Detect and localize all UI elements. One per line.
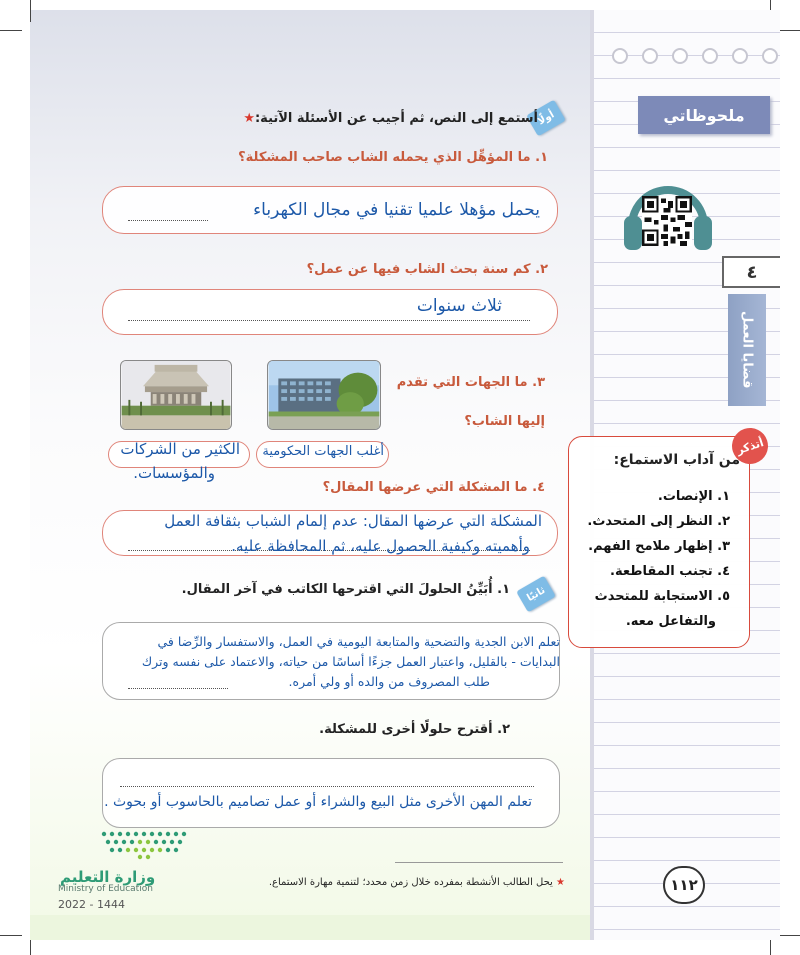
list-item: ٥. الاستجابة للمتحدث xyxy=(594,589,730,604)
crop-mark xyxy=(30,0,31,22)
star-icon: ★ xyxy=(243,111,255,126)
list-item: ٤. تجنب المقاطعة. xyxy=(610,564,730,579)
page-number: ١١٢ xyxy=(663,866,705,904)
unit-title-tab: قضايا العمل xyxy=(728,294,766,406)
office-building-photo xyxy=(267,360,381,430)
section-badge-first: أولًا xyxy=(526,100,566,137)
question-2-2: ٢. أقترح حلولًا أخرى للمشكلة. xyxy=(319,722,510,737)
section-badge-second: ثانيًا xyxy=(516,576,556,613)
binder-hole xyxy=(732,48,748,64)
ministry-name-english: Ministry of Education xyxy=(58,884,153,894)
answer-3-left-line-1: الكثير من الشركات xyxy=(120,440,240,458)
list-item: ٣. إظهار ملامح الفهم. xyxy=(588,539,730,554)
qr-code-icon[interactable] xyxy=(642,196,692,246)
answer-4-line-2: وأهميته وكيفية الحصول عليه، ثم المحافظة عليه. xyxy=(231,537,530,555)
footnote-divider xyxy=(395,862,563,863)
remember-title: من آداب الاستماع: xyxy=(613,452,740,468)
answer-2-text: ثلاث سنوات xyxy=(416,296,502,316)
ministry-logo-icon xyxy=(98,826,190,862)
question-2-1: ١. أُبَيِّنُ الحلولَ التي اقترحها الكاتب في آخر المقال. xyxy=(181,582,510,597)
crop-mark xyxy=(30,940,31,955)
answer-box-6 xyxy=(102,758,560,828)
answer-5-line-1: تعلم الابن الجدية والتضحية والمتابعة اليومية في العمل، والاستفسار والرِّضا في xyxy=(157,634,560,649)
binder-hole xyxy=(702,48,718,64)
page-bottom-strip xyxy=(30,915,595,940)
remember-badge: أتذكر xyxy=(727,423,772,468)
binder-hole xyxy=(612,48,628,64)
answer-line xyxy=(120,786,534,787)
question-3-line-2: إليها الشاب؟ xyxy=(464,414,545,429)
answer-1-text: يحمل مؤهلا علميا تقنيا في مجال الكهرباء xyxy=(253,200,540,220)
answer-5-text xyxy=(100,632,560,692)
star-icon: ★ xyxy=(556,877,565,888)
notes-tag: ملحوظاتي xyxy=(638,96,770,134)
list-item: والتفاعل معه. xyxy=(625,614,716,629)
binder-hole xyxy=(672,48,688,64)
answer-4-line-1: المشكلة التي عرضها المقال: عدم إلمام الشباب بثقافة العمل xyxy=(164,512,542,530)
crop-mark xyxy=(770,940,771,955)
footnote-text: يحل الطالب الأنشطة بمفرده خلال زمن محدد؛ لتنمية مهارة الاستماع. xyxy=(268,877,553,888)
unit-number: ٤ xyxy=(722,256,780,288)
list-item: ١. الإنصات. xyxy=(657,489,730,504)
answer-line xyxy=(128,220,208,221)
answer-3-right-text: أغلب الجهات الحكومية xyxy=(262,444,384,459)
crop-mark xyxy=(778,30,800,31)
instruction-text: أستمع إلى النص، ثم أجيب عن الأسئلة الآتية: xyxy=(254,111,538,126)
answer-6-text: تعلم المهن الأخرى مثل البيع والشراء أو عمل تصاميم بالحاسوب أو بحوث . xyxy=(104,794,532,810)
question-1: ١. ما المؤهِّل الذي يحمله الشاب صاحب المشكلة؟ xyxy=(238,150,548,165)
crop-mark xyxy=(0,30,22,31)
answer-line xyxy=(128,688,228,689)
list-item: ٢. النظر إلى المتحدث. xyxy=(587,514,730,529)
answer-5-line-3: طلب المصروف من والده أو ولي أمره. xyxy=(288,674,490,689)
remember-list xyxy=(570,484,730,634)
binder-hole xyxy=(762,48,778,64)
binder-hole xyxy=(642,48,658,64)
answer-5-line-2: البدايات - بالقليل، واعتبار العمل جزءًا أساسًا من حياته، والاعتماد على نفسه وترك xyxy=(141,654,560,669)
question-2: ٢. كم سنة بحث الشاب فيها عن عمل؟ xyxy=(306,262,548,277)
footnote xyxy=(269,877,565,888)
listening-instruction xyxy=(243,111,538,126)
question-4: ٤. ما المشكلة التي عرضها المقال؟ xyxy=(322,480,545,495)
crop-mark xyxy=(778,935,800,936)
edition-year: 2022 - 1444 xyxy=(58,898,125,911)
question-3-line-1: ٣. ما الجهات التي تقدم xyxy=(396,375,545,390)
crop-mark xyxy=(0,935,22,936)
answer-3-left-line-2: والمؤسسات. xyxy=(133,464,215,482)
answer-line xyxy=(128,320,530,321)
government-building-photo xyxy=(120,360,232,430)
ministry-name-arabic: وزارة التعليم xyxy=(60,868,156,886)
